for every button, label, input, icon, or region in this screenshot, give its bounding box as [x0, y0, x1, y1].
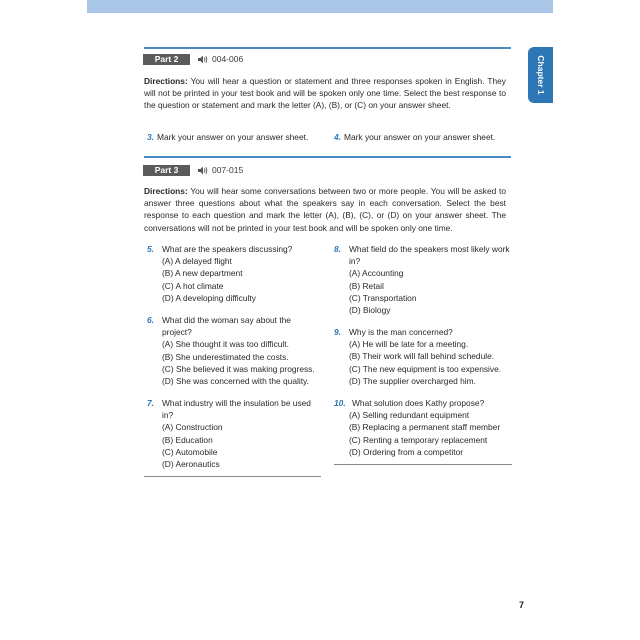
part2-directions — [144, 75, 506, 112]
top-color-bar — [87, 0, 553, 13]
answer-option: (C) The new equipment is too expensive. — [349, 363, 502, 374]
part3-directions-text: You will hear some conversations between two or more people. You will be asked to answer three questions about what the speakers say in each conversation. Select the best response to each question and mark the letter (A), (B), (C), or (D) on your answer sheet. The conversations will not be printed in your test book and will be spoken only one time. — [144, 186, 506, 233]
part3-audio — [198, 165, 243, 175]
answer-option: (D) Ordering from a competitor — [349, 446, 464, 457]
chapter-tab-label: Chapter 1 — [535, 55, 546, 95]
answer-option: (A) She thought it was too difficult. — [162, 339, 289, 350]
answer-option: (B) Education — [162, 434, 213, 445]
left-column-end-rule — [144, 476, 321, 477]
answer-option: (B) Retail — [349, 280, 384, 291]
question-number: 4. — [334, 132, 341, 142]
question-4 — [334, 131, 495, 143]
question-text: What are the speakers discussing? — [162, 244, 293, 254]
question-text: Why is the man concerned? — [349, 327, 453, 337]
part2-top-rule — [144, 47, 511, 49]
answer-option: (B) A new department — [162, 268, 243, 279]
question-text: What solution does Kathy propose? — [352, 398, 485, 408]
question-7 — [147, 397, 322, 470]
question-text: What field do the speakers most likely work in? — [349, 244, 510, 267]
answer-option: (D) The supplier overcharged him. — [349, 375, 476, 386]
chapter-tab — [528, 47, 553, 103]
answer-option: (C) She believed it was making progress. — [162, 363, 315, 374]
part3-label: Part 3 — [143, 165, 190, 176]
right-column-end-rule — [334, 464, 512, 465]
answer-option: (B) Their work will fall behind schedule. — [349, 351, 495, 362]
question-10 — [334, 397, 514, 458]
question-8 — [334, 243, 512, 316]
part2-directions-text: You will hear a question or statement and three responses spoken in English. They will not be printed in your test book and will be spoken only one time. Select the best response to the question or statement and mark the letter (A), (B), or (C) on your answer sheet. — [144, 76, 506, 111]
question-3 — [147, 131, 308, 143]
question-text: Mark your answer on your answer sheet. — [344, 132, 496, 142]
part3-directions — [144, 185, 506, 234]
question-text: What did the woman say about the project? — [162, 315, 291, 338]
part3-top-rule — [144, 156, 511, 158]
answer-option: (D) A developing difficulty — [162, 292, 256, 303]
answer-option: (B) Replacing a permanent staff member — [349, 422, 501, 433]
question-number: 5. — [147, 244, 154, 254]
answer-option: (A) Selling redundant equipment — [349, 410, 470, 421]
speaker-icon — [198, 166, 208, 175]
answer-option: (D) Biology — [349, 305, 391, 316]
page-number: 7 — [519, 600, 525, 610]
question-number: 7. — [147, 398, 154, 408]
question-9 — [334, 326, 514, 387]
answer-option: (D) She was concerned with the quality. — [162, 376, 309, 387]
part3-audio-tracks: 007-015 — [212, 165, 244, 175]
answer-option: (A) Accounting — [349, 268, 404, 279]
question-number: 6. — [147, 315, 154, 325]
part2-directions-head: Directions: — [144, 76, 188, 86]
speaker-icon — [198, 55, 208, 64]
question-6 — [147, 314, 322, 387]
answer-option: (A) Construction — [162, 422, 223, 433]
part3-directions-head: Directions: — [144, 186, 188, 196]
question-text: What industry will the insulation be used in? — [162, 398, 311, 421]
answer-option: (C) A hot climate — [162, 280, 224, 291]
answer-option: (A) He will be late for a meeting. — [349, 339, 469, 350]
answer-option: (A) A delayed flight — [162, 256, 232, 267]
part2-audio — [198, 54, 243, 64]
question-number: 3. — [147, 132, 154, 142]
answer-option: (B) She underestimated the costs. — [162, 351, 289, 362]
answer-option: (C) Automobile — [162, 446, 218, 457]
answer-option: (C) Transportation — [349, 292, 417, 303]
answer-option: (C) Renting a temporary replacement — [349, 434, 488, 445]
question-number: 10. — [334, 398, 346, 408]
question-number: 9. — [334, 327, 341, 337]
answer-option: (D) Aeronautics — [162, 459, 220, 470]
part2-label: Part 2 — [143, 54, 190, 65]
question-number: 8. — [334, 244, 341, 254]
part2-audio-tracks: 004-006 — [212, 54, 244, 64]
question-text: Mark your answer on your answer sheet. — [157, 132, 309, 142]
question-5 — [147, 243, 322, 304]
